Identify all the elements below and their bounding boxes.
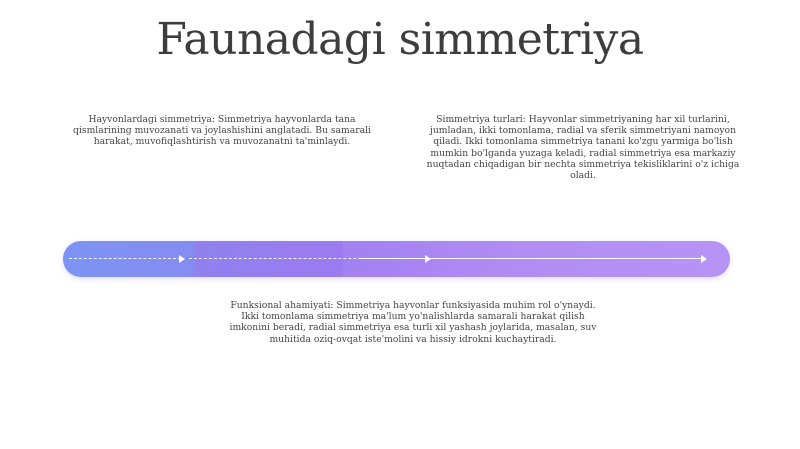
section-text-symmetry-in-animals: Hayvonlardagi simmetriya: Simmetriya hayvonlarda tana qismlarining muvozanati va joylashishini anglatadi. Bu samarali harakat, muvofiqlashtirish va muvozanatni ta'minlaydi.: [73, 114, 371, 148]
section-text-functional-importance: Funksional ahamiyati: Simmetriya hayvonlar funksiyasida muhim rol o'ynaydi. Ikki tomonlama simmetriya ma'lum yo'nalishlarda samarali harakat qilish imkonini beradi, radial simmetriya esa turli xil yashash joylarida, masalan, suv muhitida oziq-ovqat iste'molini va hissiy idrokni kuchaytiradi.: [229, 300, 597, 345]
section-text-symmetry-types: Simmetriya turlari: Hayvonlar simmetriyaning har xil turlarini, jumladan, ikki tomonlama, radial va sferik simmetriyani namoyon qiladi. Ikki tomonlama simmetriya tanani ko'zgu yarmiga bo'lish mumkin bo'lganda yuzaga keladi, radial simmetriya esa markaziy nuqtadan chiqadigan bir nechta simmetriya tekisliklarini o'z ichiga oladi.: [426, 114, 740, 182]
page-title: Faunadagi simmetriya: [156, 14, 644, 65]
timeline-segment-2: [193, 241, 343, 277]
timeline-segment-3: [343, 241, 730, 277]
timeline-segment-1: [63, 241, 193, 277]
arrow-right-icon: [425, 255, 431, 263]
arrow-right-icon: [701, 255, 707, 263]
timeline-bar: [63, 241, 730, 277]
timeline-line-1: [69, 258, 181, 259]
timeline-line-3: [359, 258, 701, 259]
arrow-right-icon: [179, 255, 185, 263]
